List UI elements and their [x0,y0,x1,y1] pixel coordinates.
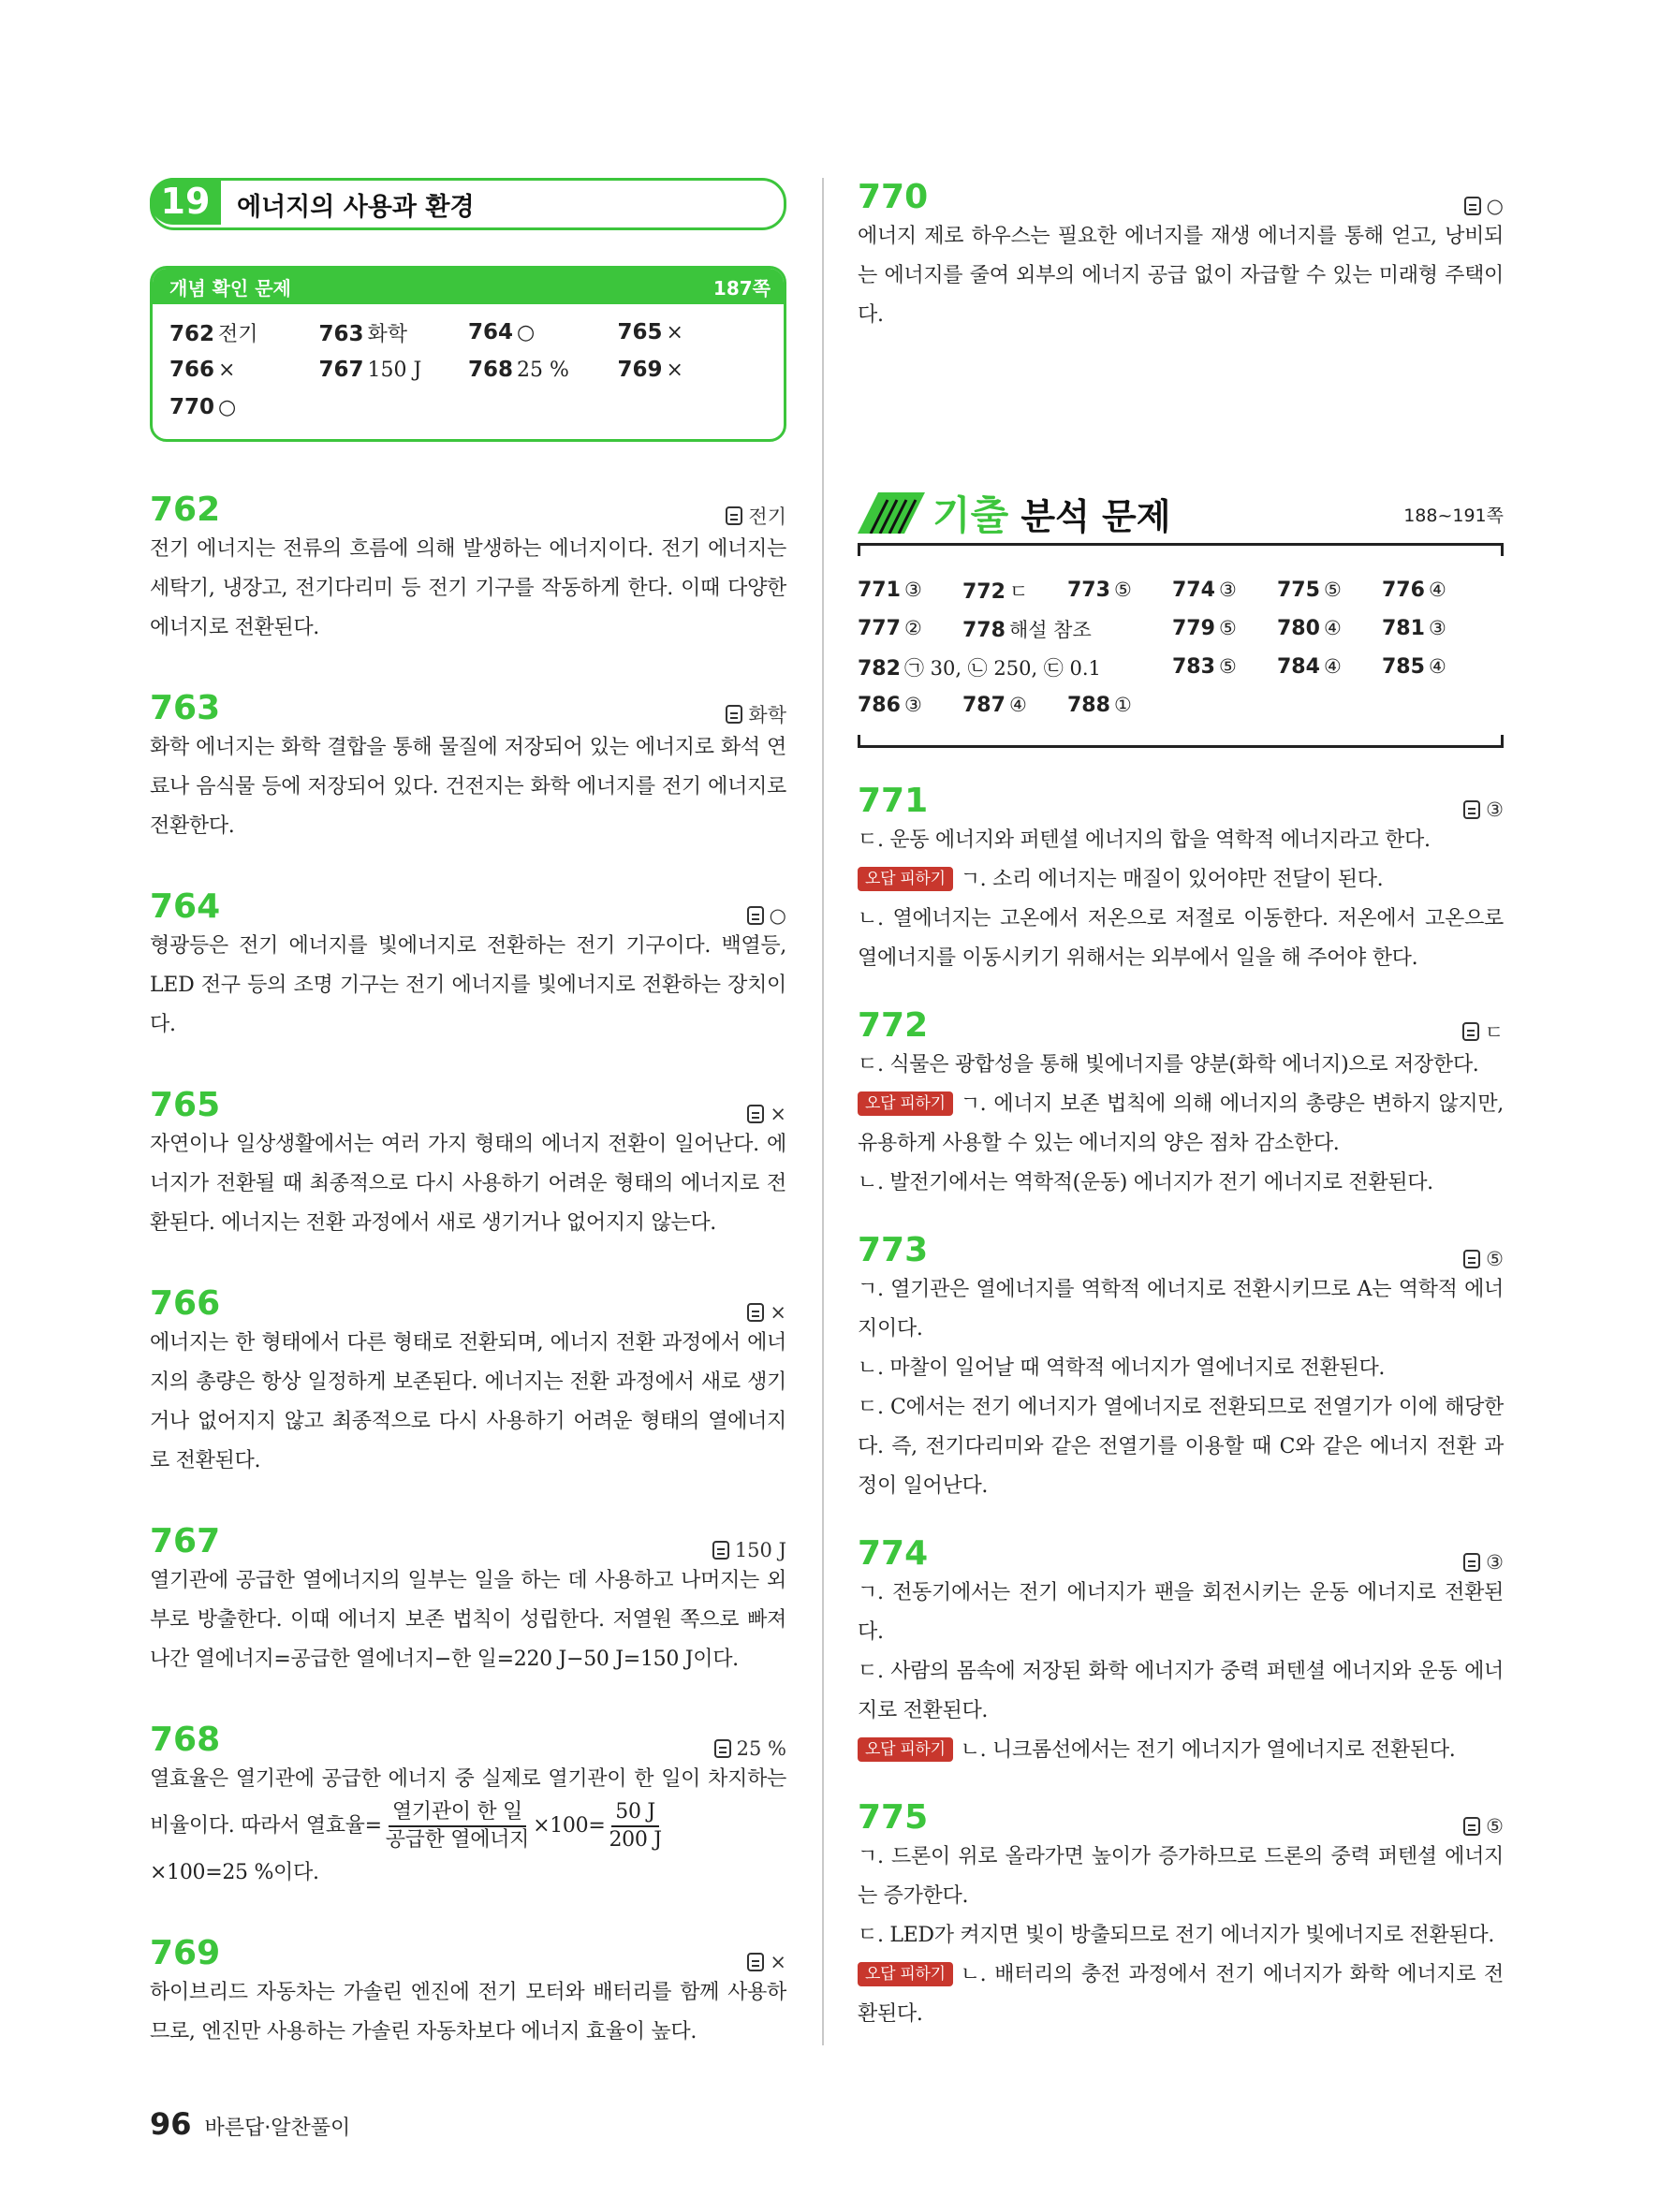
answer-row [858,648,1500,686]
explanation [858,1270,1504,1506]
problem-number: 769 [150,1934,221,1972]
explanation-text: ㄱ. 열기관은 열에너지를 역학적 에너지로 전환시키므로 A는 역학적 에너지이다. [858,1278,1504,1340]
answer-tag [1464,195,1504,217]
answer-number: 774 [1172,579,1215,602]
answer-item [1172,655,1277,679]
explanation: 에너지는 한 형태에서 다른 형태로 전환되며, 에너지 전환 과정에서 에너지의 총량은 항상 일정하게 보존된다. 에너지는 전환 과정에서 새로 생기거나 없어지지 않고 최종적으로 다시 사용하기 어려운 형태의 열에너지로 전환된다. [150,1331,786,1472]
explanation-line [858,1046,1504,1085]
stripes-logo-icon [858,492,925,534]
concept-check-page: 187쪽 [712,276,771,300]
problem-763 [150,689,786,846]
explanation-text: ×100= [533,1814,606,1838]
explanation: 에너지 제로 하우스는 필요한 에너지를 재생 에너지를 통해 얻고, 낭비되는 에너지를 줄여 외부의 에너지 공급 없이 자급할 수 있는 미래형 주택이다. [858,225,1504,327]
answer-number: 768 [468,358,514,382]
answer-item [1277,655,1382,679]
answer-item [1067,579,1172,602]
explanation-line [858,1838,1504,1916]
fraction-numerator: 열기관이 한 일 [389,1799,526,1827]
answer-icon [747,906,764,925]
answer-icon [726,506,742,525]
problem-762 [150,491,786,648]
answer-tag [747,1301,786,1324]
page-number: 96 [150,2106,192,2142]
answer-tag [747,904,786,927]
answer-value: ⑤ [1486,1248,1504,1270]
answer-value: ③ [1428,617,1446,639]
answer-value: × [770,1951,786,1973]
explanation: 자연이나 일상생활에서는 여러 가지 형태의 에너지 전환이 일어난다. 에너지가 전환될 때 최종적으로 다시 사용하기 어려운 형태의 에너지로 전환된다. 에너지는 전환 과정에서 새로 생기거나 없어지지 않는다. [150,1133,786,1235]
answer-item [618,320,768,344]
problem-767 [150,1522,786,1679]
concept-check-label: 개념 확인 문제 [169,276,291,300]
answer-icon [1463,1817,1480,1836]
section-header [150,178,786,230]
explanation-text: ㄷ. 식물은 광합성을 통해 빛에너지를 양분(화학 에너지)으로 저장한다. [858,1053,1479,1077]
problem-number: 766 [150,1284,221,1323]
problem-764 [150,887,786,1045]
answer-icon [712,1541,729,1560]
problem-775 [858,1798,1504,2034]
answer-number: 784 [1277,655,1320,679]
gichul-header [858,485,1504,560]
explanation-text: ㄷ. 사람의 몸속에 저장된 화학 에너지가 중력 퍼텐셜 에너지와 운동 에너지로 전환된다. [858,1660,1504,1722]
explanation-line [858,860,1504,900]
answer-value: × [218,359,236,382]
answer-number: 765 [617,320,663,344]
explanation: 열기관에 공급한 열에너지의 일부는 일을 하는 데 사용하고 나머지는 외부로 방출한다. 이때 에너지 보존 법칙이 성립한다. 저열원 쪽으로 빠져나간 열에너지=공급한 열에너지−한 일=220 J−50 J=150 J이다. [150,1569,786,1671]
explanation-line [858,1731,1504,1770]
explanation [858,821,1504,978]
fraction-denominator: 200 J [609,1828,662,1852]
answer-number: 788 [1067,694,1110,717]
explanation-text: ㄷ. LED가 켜지면 빛이 방출되므로 전기 에너지가 빛에너지로 전환된다. [858,1924,1495,1947]
answer-icon [747,1303,764,1322]
problem-769 [150,1934,786,2052]
answer-icon [747,1953,764,1971]
answer-item [1277,579,1382,602]
answer-item [468,358,618,382]
answer-value: ④ [1428,579,1446,601]
gichul-title-black: 분석 문제 [1008,496,1171,537]
section-title: 에너지의 사용과 환경 [237,192,475,222]
answer-icon [1462,1022,1479,1041]
answer-number: 770 [169,395,215,419]
answer-value: × [666,359,683,382]
answer-value: 전기 [748,505,786,528]
book-title: 바른답·알찬풀이 [204,2117,351,2140]
problem-774 [858,1534,1504,1770]
answer-tag [747,1951,786,1973]
explanation-line [858,1574,1504,1652]
explanation-line [858,1916,1504,1956]
problem-772 [858,1006,1504,1203]
answer-row [169,314,767,351]
answer-value: ④ [1323,655,1342,678]
page-footer [150,2106,350,2142]
answer-item [1382,617,1487,640]
answer-value: ④ [1008,694,1027,716]
answer-row [858,686,1500,725]
answer-value: ③ [1486,1551,1504,1574]
answer-value: ○ [1486,195,1504,217]
answer-icon [1463,1553,1480,1572]
answer-icon [1463,1250,1480,1268]
answer-item [1172,579,1277,602]
gichul-title [932,485,1170,541]
answer-value: ⑤ [1113,579,1132,601]
answer-item [1067,694,1172,717]
answer-value: ③ [903,579,922,601]
explanation-line [858,1388,1504,1506]
answer-number: 766 [169,358,215,382]
answer-value: ○ [517,321,536,344]
answer-tag [1463,798,1504,821]
answer-number: 782 [858,656,901,681]
problem-number: 772 [858,1006,929,1045]
answer-number: 773 [1067,579,1110,602]
answer-item [169,358,319,382]
gichul-title-green: 기출 [932,492,1009,538]
problem-number: 770 [858,178,929,216]
answer-item [962,694,1067,717]
answer-value: × [770,1103,786,1125]
answer-item [1382,579,1487,602]
answer-number: 786 [858,694,901,717]
explanation-text: ㄱ. 에너지 보존 법칙에 의해 에너지의 총량은 변하지 않지만, 유용하게 사용할 수 있는 에너지의 양은 점차 감소한다. [858,1092,1504,1155]
answer-tag [712,1539,786,1561]
answer-tag [1463,1248,1504,1270]
answer-item [618,358,768,382]
analysis-section [858,782,1504,2034]
concept-answers [153,304,784,439]
answer-item [1172,617,1277,640]
answer-value: ② [903,617,922,639]
problem-768 [150,1721,786,1893]
left-column [150,178,786,2052]
explanation: 형광등은 전기 에너지를 빛에너지로 전환하는 전기 기구이다. 백열등, LED 전구 등의 조명 기구는 전기 에너지를 빛에너지로 전환하는 장치이다. [150,934,786,1036]
explanation-line [858,1956,1504,2034]
answer-number: 787 [962,694,1006,717]
answer-item [468,320,618,344]
answer-value: 25 % [736,1737,786,1760]
answer-number: 775 [1277,579,1320,602]
explanation-line [858,1349,1504,1388]
answer-icon [726,705,742,724]
avoid-mistake-badge: 오답 피하기 [858,1091,953,1116]
answer-number: 762 [169,321,215,346]
explanation-text: ㄱ. 소리 에너지는 매질이 있어야만 전달이 된다. [960,868,1384,891]
explanation-text: ㄴ. 배터리의 충전 과정에서 전기 에너지가 화학 에너지로 전환된다. [858,1963,1504,2026]
problem-773 [858,1231,1504,1506]
problem-number: 773 [858,1231,929,1269]
avoid-mistake-badge: 오답 피하기 [858,1737,953,1762]
explanation-line [858,1085,1504,1164]
answer-item [858,694,962,717]
problem-765 [150,1086,786,1243]
answer-tag [726,700,786,728]
avoid-mistake-badge: 오답 피하기 [858,867,953,891]
answer-item [169,318,319,347]
right-column [858,178,1504,2034]
bracket-top [858,543,1504,546]
answer-value: ① [1113,694,1132,716]
answer-item [962,577,1067,605]
explanation-text: ㄱ. 드론이 위로 올라가면 높이가 증가하므로 드론의 중력 퍼텐셜 에너지는 증가한다. [858,1845,1504,1908]
answer-value: 전기 [218,322,258,346]
explanation-text: ×100=25 %이다. [150,1861,319,1884]
answer-tag [1463,1551,1504,1574]
answer-number: 777 [858,617,901,640]
explanation: 화학 에너지는 화학 결합을 통해 물질에 저장되어 있는 에너지로 화석 연료나 음식물 등에 저장되어 있다. 건전지는 화학 에너지를 전기 에너지로 전환한다. [150,736,786,838]
problem-number: 768 [150,1721,221,1759]
answer-value: 해설 참조 [1008,618,1092,641]
answer-item [319,358,469,382]
answer-item [1382,655,1487,679]
explanation: 전기 에너지는 전류의 흐름에 의해 발생하는 에너지이다. 전기 에너지는 세탁기, 냉장고, 전기다리미 등 전기 기구를 작동하게 한다. 이때 다양한 에너지로 전환된다. [150,537,786,639]
answer-value: ○ [769,904,786,927]
answer-item [858,653,1172,681]
explanation-text: ㄷ. C에서는 전기 에너지가 열에너지로 전환되므로 전열기가 이에 해당한다. 즉, 전기다리미와 같은 전열기를 이용할 때 C와 같은 에너지 전환 과정이 일어난다. [858,1396,1504,1498]
problem-number: 771 [858,782,929,820]
answer-icon [714,1739,731,1758]
explanation-line [858,1652,1504,1731]
answer-item [858,579,962,602]
gichul-page: 188~191쪽 [1403,505,1504,526]
explanation [858,1574,1504,1770]
answer-tag [747,1103,786,1125]
answer-number: 772 [962,579,1006,604]
answer-value: ○ [218,396,237,419]
explanation-text: ㄱ. 전동기에서는 전기 에너지가 팬을 회전시키는 운동 에너지로 전환된다. [858,1581,1504,1644]
answer-number: 763 [318,321,364,346]
answer-value: 화학 [367,322,408,346]
answer-icon [747,1105,764,1123]
fraction-denominator: 공급한 열에너지 [385,1828,530,1852]
fraction-values [609,1799,661,1853]
problem-number: 767 [150,1522,221,1560]
answer-value: ③ [903,694,922,716]
explanation-line [858,1164,1504,1203]
answer-number: 771 [858,579,901,602]
explanation-text: 열효율은 열기관에 공급한 에너지 중 실제로 열기관이 한 일이 차지하는 비율이다. 따라서 열효율= [150,1767,786,1838]
problem-number: 765 [150,1086,221,1124]
explanation [858,1838,1504,2034]
answer-value: ㉠ 30, ㉡ 250, ㉢ 0.1 [903,656,1101,680]
answer-value: 화학 [748,704,786,726]
answer-value: ⑤ [1486,1815,1504,1838]
explanation-text: ㄴ. 열에너지는 고온에서 저온으로 저절로 이동한다. 저온에서 고온으로 열에너지를 이동시키기 위해서는 외부에서 일을 해 주어야 한다. [858,907,1504,970]
explanation-line [858,1270,1504,1349]
answer-number: 783 [1172,655,1215,679]
explanation-text: ㄴ. 마찰이 일어날 때 역학적 에너지가 열에너지로 전환된다. [858,1356,1386,1380]
answer-value: 25 % [517,359,569,382]
answer-value: ④ [1323,617,1342,639]
explanation: 하이브리드 자동차는 가솔린 엔진에 전기 모터와 배터리를 함께 사용하므로, 엔진만 사용하는 가솔린 자동차보다 에너지 효율이 높다. [150,1981,786,2044]
explanation-text: ㄷ. 운동 에너지와 퍼텐셜 에너지의 합을 역학적 에너지라고 한다. [858,828,1431,852]
answer-number: 781 [1382,617,1425,640]
answer-item [169,395,319,419]
explanation-text: ㄴ. 니크롬선에서는 전기 에너지가 열에너지로 전환된다. [960,1738,1456,1762]
answer-row [169,351,767,388]
problem-number: 775 [858,1798,929,1837]
answer-number: 776 [1382,579,1425,602]
problem-number: 762 [150,491,221,529]
answer-number: 785 [1382,655,1425,679]
explanation [858,1046,1504,1203]
answer-icon [1463,800,1480,819]
answer-tag [726,502,786,530]
answer-value: ⑤ [1323,579,1342,601]
answer-tag [1462,1018,1504,1046]
fraction-efficiency [386,1799,529,1853]
answer-item [1277,617,1382,640]
fraction-numerator: 50 J [611,1799,659,1827]
gichul-answers [858,560,1504,725]
answer-value: × [770,1301,786,1324]
explanation-line [858,821,1504,860]
column-divider [822,178,824,2045]
answer-value: ③ [1486,798,1504,821]
answer-icon [1464,197,1481,215]
answer-value: ㄷ [1484,1021,1504,1044]
problem-number: 763 [150,689,221,727]
problem-771 [858,782,1504,978]
answer-number: 767 [318,358,364,382]
answer-row [858,571,1500,609]
answer-row [858,609,1500,648]
problem-number: 764 [150,887,221,926]
problem-766 [150,1284,786,1481]
avoid-mistake-badge: 오답 피하기 [858,1962,953,1986]
answer-number: 779 [1172,617,1215,640]
answer-number: 780 [1277,617,1320,640]
answer-tag [714,1737,786,1760]
answer-number: 769 [617,358,663,382]
answer-value: 150 J [734,1539,786,1561]
answer-value: × [666,321,683,344]
answer-item [858,617,962,640]
answer-value: ㄷ [1008,579,1029,603]
answer-item [962,615,1172,643]
answer-item [319,318,469,347]
explanation-text: ㄴ. 발전기에서는 역학적(운동) 에너지가 전기 에너지로 전환된다. [858,1171,1433,1194]
problem-number: 774 [858,1534,929,1573]
answer-value: ③ [1218,579,1237,601]
answer-value: ④ [1428,655,1446,678]
answer-value: ⑤ [1218,617,1237,639]
concept-check-header [153,269,784,304]
answer-value: 150 J [367,359,422,382]
explanation-line [858,900,1504,978]
concept-check-box [150,266,786,442]
answer-number: 778 [962,618,1006,642]
problem-770 [858,178,1504,335]
answer-value: ⑤ [1218,655,1237,678]
answer-number: 764 [468,320,514,344]
section-number: 19 [150,178,221,225]
bracket-bottom [858,745,1504,748]
explanation [150,1760,786,1893]
answer-row [169,388,767,426]
answer-tag [1463,1815,1504,1838]
